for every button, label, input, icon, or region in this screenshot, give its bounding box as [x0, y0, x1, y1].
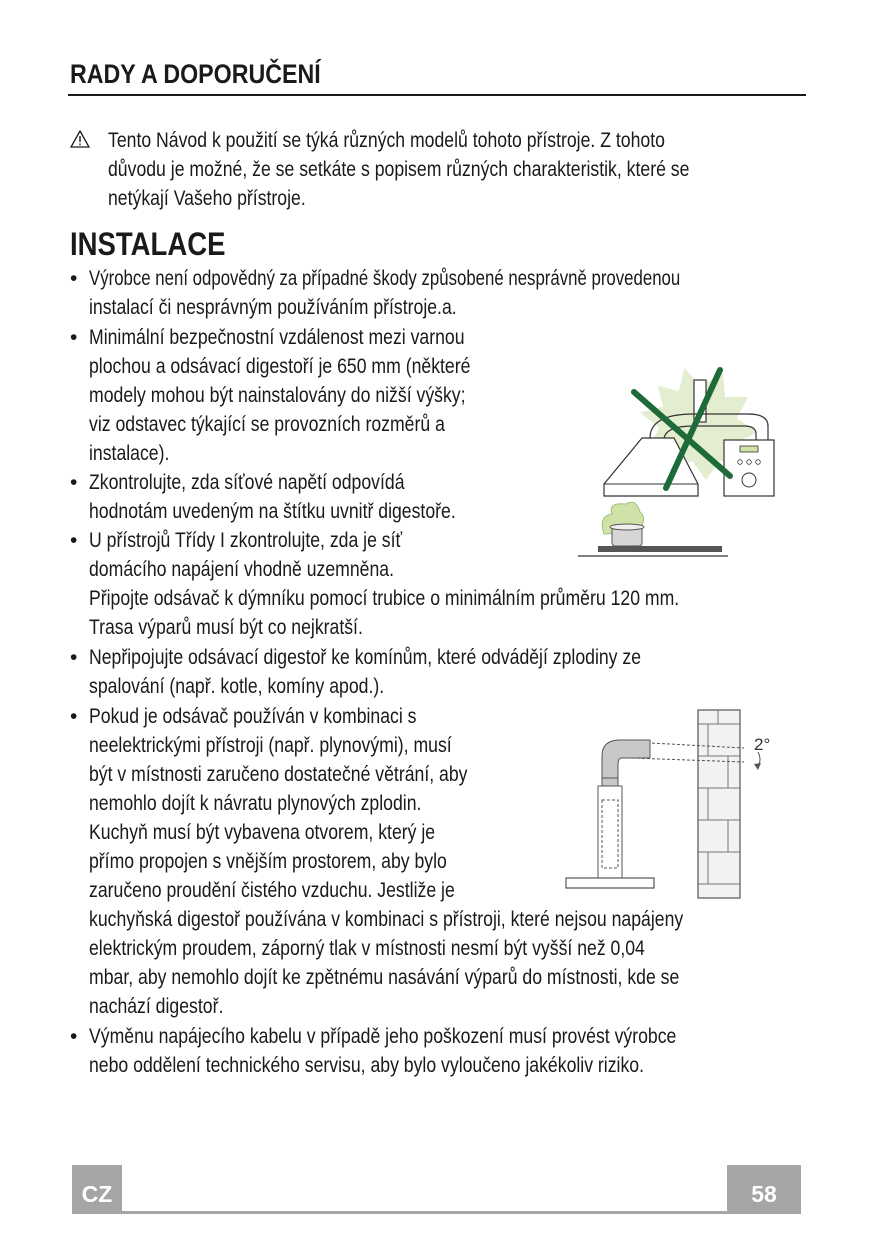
- bullet-dot: •: [70, 705, 78, 728]
- page-title: RADY A DOPORUČENÍ: [70, 59, 321, 89]
- list-item-line: instalace).: [89, 442, 170, 465]
- list-item-line: zaručeno proudění čistého vzduchu. Jestliže je: [89, 879, 455, 902]
- bullet-dot: •: [70, 326, 78, 349]
- list-item-line: být v místnosti zaručeno dostatečné větrání, aby: [89, 763, 468, 786]
- list-item-line: neelektrickými přístroji (např. plynovými), musí: [89, 734, 452, 757]
- notice-text: [108, 126, 797, 213]
- list-item-line: kuchyňská digestoř používána v kombinaci s přístroji, které nejsou napájeny: [89, 908, 684, 931]
- list-item-line: modely mohou být nainstalovány do nižší výšky;: [89, 384, 466, 407]
- list-item-line: domácího napájení vhodně uzemněna.: [89, 558, 395, 581]
- list-item-line: spalování (např. kotle, komíny apod.).: [89, 675, 385, 698]
- bullet-dot: •: [70, 529, 78, 552]
- list-item-line: hodnotám uvedeným na štítku uvnitř digestoře.: [89, 500, 456, 523]
- notice-block: [70, 126, 790, 213]
- footer-rule: [72, 1211, 801, 1214]
- list-item-line: Trasa výparů musí být co nejkratší.: [89, 616, 363, 639]
- title-underline: [68, 94, 806, 96]
- bullet-dot: •: [70, 267, 78, 290]
- list-item-line: instalací či nesprávným používáním přístroje.a.: [89, 296, 457, 319]
- bullet-dot: •: [70, 1025, 78, 1048]
- section-title: INSTALACE: [70, 226, 226, 262]
- hood-body: [566, 878, 654, 888]
- hood-installation-illustration: [574, 366, 782, 558]
- wall-duct-illustration: [562, 708, 784, 900]
- bullet-dot: •: [70, 646, 78, 669]
- brick-wall: [698, 710, 740, 898]
- warning-icon: [70, 130, 90, 148]
- list-item-line: Minimální bezpečnostní vzdálenost mezi varnou: [89, 326, 465, 349]
- list-item-line: Pokud je odsávač používán v kombinaci s: [89, 705, 417, 728]
- language-tag: CZ: [72, 1165, 122, 1213]
- list-item-line: nachází digestoř.: [89, 995, 224, 1018]
- list-item-line: Výrobce není odpovědný za případné škody způsobené nesprávně provedenou: [89, 267, 681, 290]
- slope-angle-label: 2°: [754, 735, 771, 754]
- cooktop: [598, 546, 722, 552]
- bullet-dot: •: [70, 471, 78, 494]
- list-item-line: Kuchyň musí být vybavena otvorem, který je: [89, 821, 436, 844]
- notice-line: netýkají Vašeho přístroje.: [108, 187, 306, 210]
- list-item-line: Připojte odsávač k dýmníku pomocí trubice o minimálním průměru 120 mm.: [89, 587, 680, 610]
- list-item-line: Zkontrolujte, zda síťové napětí odpovídá: [89, 471, 405, 494]
- list-item-line: U přístrojů Třídy I zkontrolujte, zda je síť: [89, 529, 403, 552]
- notice-line: Tento Návod k použití se týká různých modelů tohoto přístroje. Z tohoto: [108, 129, 665, 152]
- list-item-line: mbar, aby nemohlo dojít ke zpětnému nasávání výparů do místnosti, kde se: [89, 966, 680, 989]
- page-number: 58: [727, 1165, 801, 1213]
- list-item-line: plochou a odsávací digestoří je 650 mm (některé: [89, 355, 471, 378]
- list-item-line: nebo oddělení technického servisu, aby bylo vyloučeno jakékoliv riziko.: [89, 1054, 645, 1077]
- list-item-line: přímo propojen s vnějším prostorem, aby bylo: [89, 850, 447, 873]
- list-item-line: elektrickým proudem, záporný tlak v místnosti nesmí být vyšší než 0,04: [89, 937, 645, 960]
- slope-angle-indicator: [754, 752, 761, 770]
- list-item-line: nemohlo dojít k návratu plynových zplodin.: [89, 792, 422, 815]
- list-item-line: Nepřipojujte odsávací digestoř ke komínům, které odvádějí zplodiny ze: [89, 646, 642, 669]
- list-item-line: viz odstavec týkající se provozních rozměrů a: [89, 413, 445, 436]
- notice-line: důvodu je možné, že se setkáte s popisem různých charakteristik, které se: [108, 158, 690, 181]
- list-item-line: Výměnu napájecího kabelu v případě jeho poškození musí provést výrobce: [89, 1025, 677, 1048]
